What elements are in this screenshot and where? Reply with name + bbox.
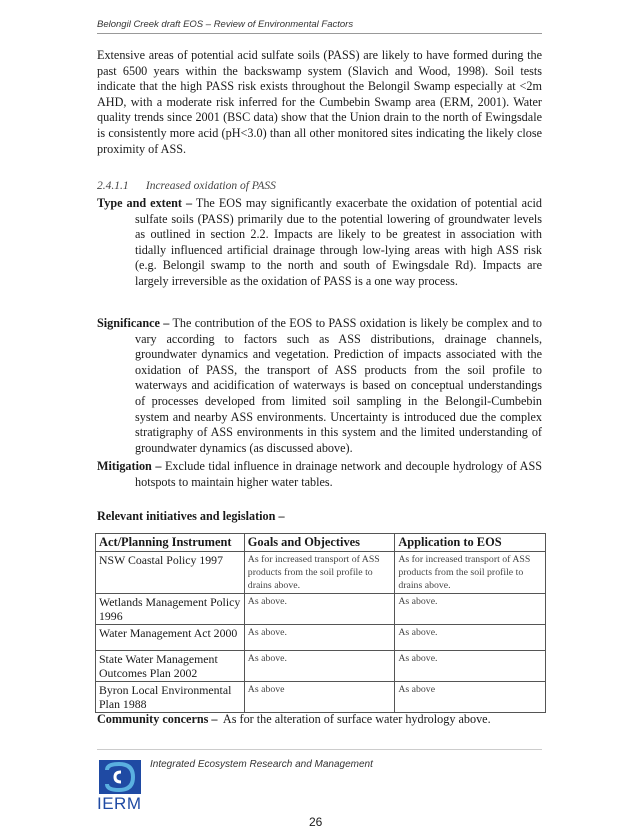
community-concerns-label: Community concerns –	[97, 712, 218, 726]
footer-divider	[97, 749, 542, 750]
table-row	[96, 682, 546, 713]
type-extent-text: The EOS may significantly exacerbate the oxidation of potential acid sulfate soils (PASS) primarily due to the potential lowering of groundwater levels as outlined in section 2.2. Impacts are likely to be greatest in association with tidally influenced artificial drainage through low-lying areas with high ASS risk (e.g. Belongil swamp to the north and south of Ewingsdale Rd). Impacts are largely irreversible as the oxidation of PASS is a one way process.	[135, 196, 542, 288]
table-header-cell: Application to EOS	[395, 534, 546, 552]
table-cell-goals: As above	[244, 682, 395, 713]
community-concerns-text: As for the alteration of surface water hydrology above.	[217, 712, 491, 726]
section-title: Increased oxidation of PASS	[145, 180, 276, 192]
running-header: Belongil Creek draft EOS – Review of Environmental Factors	[97, 19, 542, 34]
significance-paragraph	[97, 316, 542, 456]
significance-text: The contribution of the EOS to PASS oxidation is likely be complex and to vary according to factors such as ASS distributions, drainage channels, groundwater dynamics and vegetation. Prediction of impacts associated with the oxidation of PASS, the transport of ASS products from the soil profile to waterways and acidification of waterways is based on conceptual understandings of processes developed from limited soil sampling in the Belongil-Cumbebin system and nearby ASS environments. Uncertainty is introduced due the complex stratigraphy of ASS environments in this system and the limited understanding of groundwater dynamics (as discussed above).	[135, 316, 542, 455]
table-row	[96, 552, 546, 594]
section-heading	[97, 180, 276, 192]
table-cell-goals: As above.	[244, 651, 395, 682]
table-cell-instrument: Byron Local Environmental Plan 1988	[96, 682, 245, 713]
table-cell-instrument: NSW Coastal Policy 1997	[96, 552, 245, 594]
type-extent-paragraph	[97, 196, 542, 290]
table-cell-application: As above.	[395, 594, 546, 625]
table-cell-application: As above	[395, 682, 546, 713]
significance-label: Significance –	[97, 316, 170, 330]
footer-organisation: Integrated Ecosystem Research and Management	[150, 759, 373, 770]
table-header-cell: Act/Planning Instrument	[96, 534, 245, 552]
table-header-row	[96, 534, 546, 552]
table-cell-instrument: Wetlands Management Policy 1996	[96, 594, 245, 625]
table-row	[96, 625, 546, 651]
intro-paragraph: Extensive areas of potential acid sulfate soils (PASS) are likely to have formed during the past 6500 years within the backswamp system (Slavich and Wood, 1998). Soil tests indicate that the high PASS risk exists throughout the Belongil Swamp especially at <2m AHD, with a moderate risk inferred for the Cumbebin Swamp area (ERM, 2001). Water quality trends since 2001 (BSC data) show that the Union drain to the north of Ewingsdale is consistently more acid (pH<3.0) than all other monitored sites indicating the likely close proximity of ASS.	[97, 48, 542, 156]
table-cell-instrument: Water Management Act 2000	[96, 625, 245, 651]
section-number: 2.4.1.1	[97, 180, 129, 192]
relevant-heading: Relevant initiatives and legislation –	[97, 509, 285, 523]
mitigation-label: Mitigation –	[97, 459, 162, 473]
table-cell-application: As above.	[395, 625, 546, 651]
table-cell-goals: As above.	[244, 594, 395, 625]
table-cell-application: As above.	[395, 651, 546, 682]
table-cell-goals: As for increased transport of ASS products from the soil profile to drains above.	[244, 552, 395, 594]
page-number: 26	[309, 815, 323, 829]
mitigation-text: Exclude tidal influence in drainage network and decouple hydrology of ASS hotspots to maintain higher water tables.	[135, 459, 542, 489]
logo-wordmark: IERM	[97, 794, 142, 813]
table-cell-application: As for increased transport of ASS products from the soil profile to drains above.	[395, 552, 546, 594]
table-row	[96, 594, 546, 625]
table-cell-instrument: State Water Management Outcomes Plan 2002	[96, 651, 245, 682]
community-concerns	[97, 712, 491, 727]
legislation-table	[95, 533, 546, 713]
table-cell-goals: As above.	[244, 625, 395, 651]
table-header-cell: Goals and Objectives	[244, 534, 395, 552]
table-row	[96, 651, 546, 682]
mitigation-paragraph	[97, 459, 542, 490]
type-extent-label: Type and extent –	[97, 196, 193, 210]
